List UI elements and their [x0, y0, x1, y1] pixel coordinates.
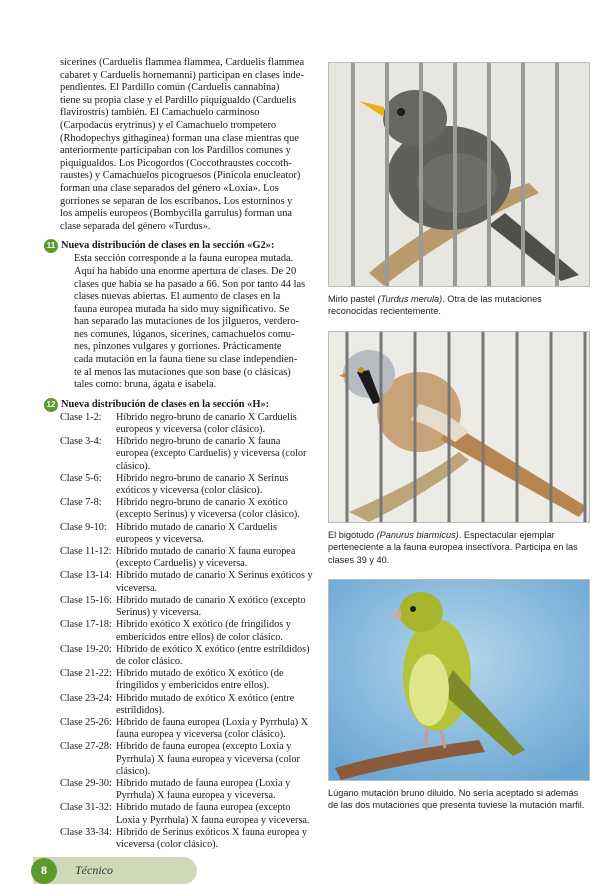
class-item	[60, 668, 314, 692]
section-name: Técnico	[75, 863, 113, 877]
caption-species: (Panurus biarmicus)	[376, 529, 459, 540]
class-item	[60, 497, 314, 521]
text-line: clases nuevas abiertas. El aumento de clases en la	[74, 291, 281, 303]
caption-text: . Otra de las mutaciones reconocidas recientemente.	[328, 294, 542, 317]
text-line: anteriormente participaban con los Pardillos comunes y	[60, 145, 291, 157]
text-line: sicerines (Carduelis flammea flammea, Carduelis flammea	[60, 57, 305, 68]
page-number: 8	[31, 858, 57, 884]
class-item	[60, 522, 314, 546]
class-text: Híbrido de Serinus exóticos X fauna europea y viceversa (color clásico).	[116, 826, 307, 850]
class-text: Híbrido negro-bruno de canario X Carduelis europeos y viceversa (color clásico).	[116, 411, 297, 436]
text-line: raustes) y Camachuelos picogruesos (Pinicola enucleator)	[60, 170, 301, 182]
class-item	[60, 619, 314, 643]
class-item	[60, 717, 314, 741]
text-line: (Carpodacus erytrinus) y el Camachuelo trompetero	[60, 119, 277, 131]
class-text: Híbrido mutado de exótico X exótico (entre estríldidos).	[116, 692, 295, 716]
class-item	[60, 741, 314, 778]
text-line: clases que había se ha pasado a 66. Son por tanto 44 las	[74, 278, 306, 290]
class-label: Clase 21-22:	[60, 668, 112, 680]
photo-caption	[328, 529, 590, 566]
text-line: cabaret y Carduelis hornemanni) participan en clases inde-	[60, 69, 304, 81]
intro-paragraph	[60, 57, 314, 233]
class-label: Clase 23-24:	[60, 692, 112, 704]
text-line: tales como: bruna, ágata e isabela.	[74, 379, 217, 391]
caption-text: . Espectacular ejemplar perteneciente a la fauna europea insectívora. Participa en las clases 39 y 40.	[328, 529, 578, 565]
class-text: Híbrido negro-bruno de canario X Serinus exóticos y viceversa (color clásico).	[116, 472, 289, 497]
section-number-badge: 11	[44, 239, 58, 253]
section-title: Nueva distribución de clases en la sección «H»:	[61, 398, 270, 410]
text-line: nes comunes, lúganos, sicerines, camachuelos comu-	[74, 328, 295, 340]
class-item	[60, 827, 314, 851]
class-text: Híbrido mutado de canario X Carduelis europeos y viceversa.	[116, 521, 277, 545]
class-text: Híbrido negro-bruno de canario X exótico (excepto Serinus) y viceversa (color clásico).	[116, 497, 300, 521]
photo-bigotudo	[328, 331, 590, 523]
siskin-illustration	[329, 580, 589, 780]
class-label: Clase 11-12:	[60, 546, 112, 558]
text-line: piquigualdos. Los Picogordos (Coccothraustes coccoth-	[60, 157, 292, 169]
class-text: Híbrido negro-bruno de canario X fauna europea (excepto Carduelis) y viceversa (color clásico).	[116, 436, 307, 472]
class-text: Híbrido mutado de canario X Serinus exóticos y viceversa.	[116, 570, 313, 594]
class-label: Clase 15-16:	[60, 594, 112, 606]
text-line: pendientes. El Pardillo común (Carduelis cannabina)	[60, 82, 280, 94]
class-item	[60, 595, 314, 619]
caption-text: El bigotudo	[328, 529, 377, 540]
class-label: Clase 27-28:	[60, 741, 112, 753]
text-line: los ampelis europeos (Bombycilla garrulus) forman una	[60, 208, 292, 220]
class-item	[60, 546, 314, 570]
class-list	[60, 412, 314, 851]
section-12-heading	[46, 398, 314, 412]
text-line: gorriones se separan de los escribanos. Los estorninos y	[60, 195, 293, 207]
text-line: nes, pinzones vulgares y gorriones. Prácticamente	[74, 341, 282, 353]
section-title: Nueva distribución de clases en la sección «G2»:	[61, 240, 275, 252]
text-line: clase separada del género «Turdus».	[60, 220, 211, 232]
class-label: Clase 5-6:	[60, 472, 102, 484]
photo-mirlo-pastel	[328, 62, 590, 287]
class-label: Clase 7-8:	[60, 497, 102, 509]
class-label: Clase 31-32:	[60, 802, 112, 814]
text-line: flavirostris) también. El Camachuelo carminoso	[60, 107, 260, 119]
class-label: Clase 29-30:	[60, 777, 112, 789]
class-label: Clase 33-34:	[60, 826, 112, 838]
class-label: Clase 9-10:	[60, 521, 107, 533]
text-line: Esta sección corresponde a la fauna europea mutada.	[74, 253, 294, 265]
text-line: fauna europea mutada ha sido muy significativo. Se	[74, 303, 290, 315]
class-item	[60, 693, 314, 717]
class-label: Clase 13-14:	[60, 570, 112, 582]
class-text: Híbrido mutado de fauna europea (Loxia y Pyrrhula) X fauna europea y viceversa.	[116, 777, 291, 802]
photo-lugano	[328, 579, 590, 781]
photo-caption	[328, 787, 590, 812]
class-text: Híbrido mutado de canario X exótico (excepto Serinus) y viceversa.	[116, 594, 306, 619]
text-line: Aquí ha habido una enorme apertura de clases. De 20	[74, 265, 297, 277]
left-column	[46, 57, 314, 851]
class-item	[60, 412, 314, 436]
text-line: tiene su propia clase y el Pardillo piquigualdo (Carduelis	[60, 94, 297, 106]
class-item	[60, 802, 314, 826]
class-item	[60, 644, 314, 668]
caption-text: Mirlo pastel	[328, 294, 378, 304]
class-text: Híbrido mutado de canario X fauna europea (excepto Carduelis) y viceversa.	[116, 546, 296, 570]
caption-species: (Turdus merula)	[377, 294, 443, 304]
photo-caption	[328, 293, 590, 318]
right-column	[328, 62, 590, 812]
class-label: Clase 17-18:	[60, 619, 112, 631]
text-line: han separado las mutaciones de los jilgueros, verdero-	[74, 316, 300, 328]
class-text: Híbrido de fauna europea (excepto Loxia y Pyrrhula) X fauna europea y viceversa (color clásico).	[116, 741, 300, 777]
class-item	[60, 473, 314, 497]
section-11-heading	[46, 239, 314, 253]
text-line: (Rhodopechys githaginea) forman una clase mientras que	[60, 132, 299, 144]
class-label: Clase 3-4:	[60, 436, 102, 448]
caption-text: Lúgano mutación bruno diluido. No sería aceptado si además de las dos mutaciones que presenta tuviese la mutación marfil.	[328, 788, 585, 811]
class-text: Híbrido exótico X exótico (de fringílidos y emberícidos entre ellos) de color clásico.	[116, 619, 291, 643]
blackbird-illustration	[329, 63, 589, 286]
class-label: Clase 1-2:	[60, 411, 102, 423]
bearded-reedling-illustration	[329, 332, 589, 522]
page-footer	[33, 857, 197, 884]
class-text: Híbrido de fauna europea (Loxia y Pyrrhula) X fauna europea y viceversa (color clásico).	[116, 716, 309, 741]
class-item	[60, 570, 314, 594]
section-number-badge: 12	[44, 398, 58, 412]
class-label: Clase 19-20:	[60, 643, 112, 655]
text-line: te al menos las mutaciones que son base (o clásicas)	[74, 366, 291, 378]
section-11-body	[60, 253, 314, 392]
class-text: Híbrido mutado de exótico X exótico (de fringílidos y embericidos entre ellos).	[116, 668, 284, 692]
class-text: Híbrido de exótico X exótico (entre estríldidos) de color clásico.	[116, 643, 310, 667]
class-text: Híbrido mutado de fauna europea (excepto Loxia y Pyrrhula) X fauna europea y viceversa.	[116, 802, 310, 826]
text-line: cada mutación en la fauna tiene su clase independien-	[74, 354, 298, 366]
class-item	[60, 436, 314, 473]
class-item	[60, 778, 314, 802]
class-label: Clase 25-26:	[60, 716, 112, 728]
text-line: forman una clase separados del género «Loxia». Los	[60, 182, 279, 194]
